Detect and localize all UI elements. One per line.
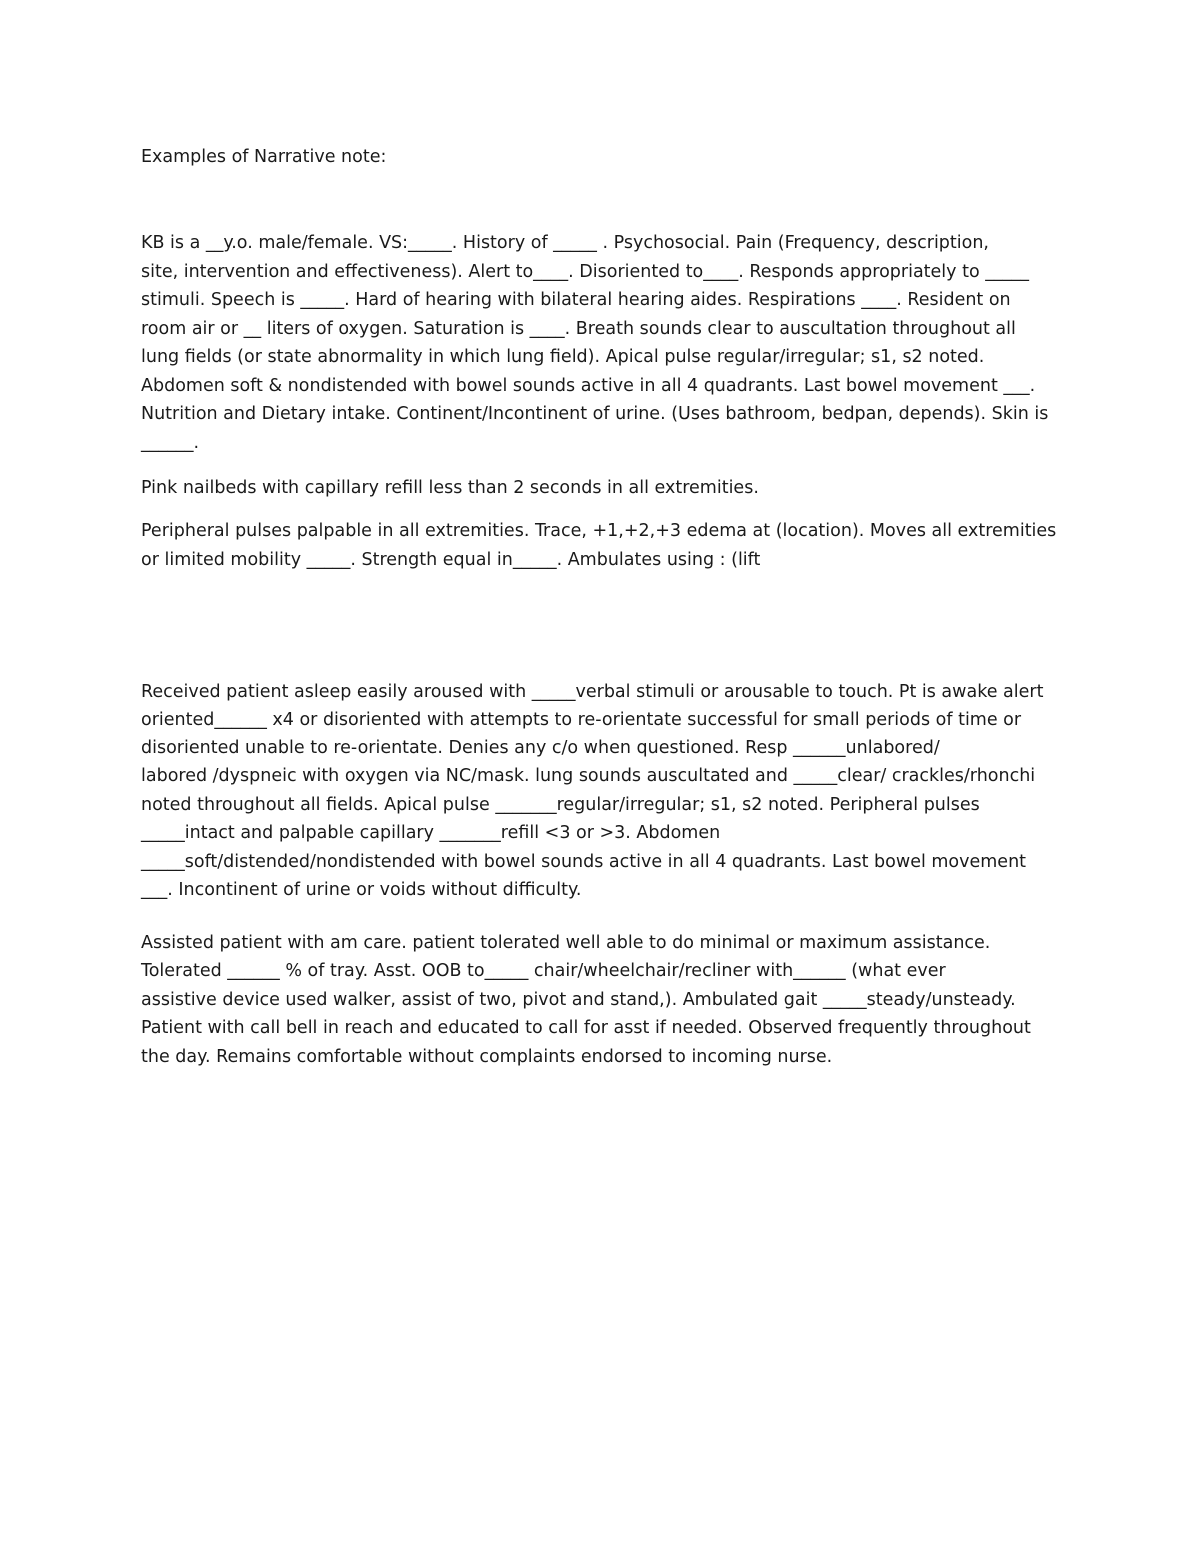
- paragraph-line: labored /dyspneic with oxygen via NC/mask. lung sounds auscultated and _____clear/ crackles/rhonchi: [141, 766, 1036, 786]
- paragraph-line: Assisted patient with am care. patient tolerated well able to do minimal or maximum assistance.: [141, 933, 991, 953]
- paragraph-line: Abdomen soft & nondistended with bowel sounds active in all 4 quadrants. Last bowel movement ___.: [141, 376, 1036, 396]
- paragraph-line: Pink nailbeds with capillary refill less than 2 seconds in all extremities.: [141, 478, 759, 498]
- paragraph-line: noted throughout all fields. Apical pulse _______regular/irregular; s1, s2 noted. Peripheral pulses: [141, 795, 980, 815]
- paragraph-line: assistive device used walker, assist of two, pivot and stand,). Ambulated gait _____steady/unsteady.: [141, 990, 1016, 1010]
- paragraph-line: ___. Incontinent of urine or voids without difficulty.: [141, 880, 582, 900]
- document-heading: Examples of Narrative note:: [141, 147, 387, 167]
- paragraph-line: Tolerated ______ % of tray. Asst. OOB to_____ chair/wheelchair/recliner with______ (what ever: [141, 961, 946, 981]
- paragraph-line: stimuli. Speech is _____. Hard of hearing with bilateral hearing aides. Respirations ____. Resident on: [141, 290, 1011, 310]
- paragraph-line: Nutrition and Dietary intake. Continent/Incontinent of urine. (Uses bathroom, bedpan, depends). Skin is: [141, 404, 1049, 424]
- paragraph-line: Received patient asleep easily aroused with _____verbal stimuli or arousable to touch. Pt is awake alert: [141, 682, 1044, 702]
- paragraph-line: disoriented unable to re-orientate. Denies any c/o when questioned. Resp ______unlabored/: [141, 738, 940, 758]
- paragraph-line: Patient with call bell in reach and educated to call for asst if needed. Observed frequently throughout: [141, 1018, 1031, 1038]
- paragraph-line: ______.: [141, 433, 200, 453]
- paragraph-line: KB is a __y.o. male/female. VS:_____. History of _____ . Psychosocial. Pain (Frequency, description,: [141, 233, 989, 253]
- paragraph-line: Peripheral pulses palpable in all extremities. Trace, +1,+2,+3 edema at (location). Moves all extremities: [141, 521, 1057, 541]
- paragraph-line: room air or __ liters of oxygen. Saturation is ____. Breath sounds clear to auscultation throughout all: [141, 319, 1016, 339]
- paragraph-line: or limited mobility _____. Strength equal in_____. Ambulates using : (lift: [141, 550, 761, 570]
- paragraph-line: oriented______ x4 or disoriented with attempts to re-orientate successful for small periods of time or: [141, 710, 1022, 730]
- paragraph-line: _____soft/distended/nondistended with bowel sounds active in all 4 quadrants. Last bowel movement: [141, 852, 1027, 872]
- paragraph-line: _____intact and palpable capillary _______refill <3 or >3. Abdomen: [141, 823, 721, 843]
- paragraph-line: lung fields (or state abnormality in which lung field). Apical pulse regular/irregular; s1, s2 noted.: [141, 347, 985, 367]
- paragraph-line: site, intervention and effectiveness). Alert to____. Disoriented to____. Responds appropriately to _____: [141, 262, 1029, 282]
- paragraph-line: the day. Remains comfortable without complaints endorsed to incoming nurse.: [141, 1047, 833, 1067]
